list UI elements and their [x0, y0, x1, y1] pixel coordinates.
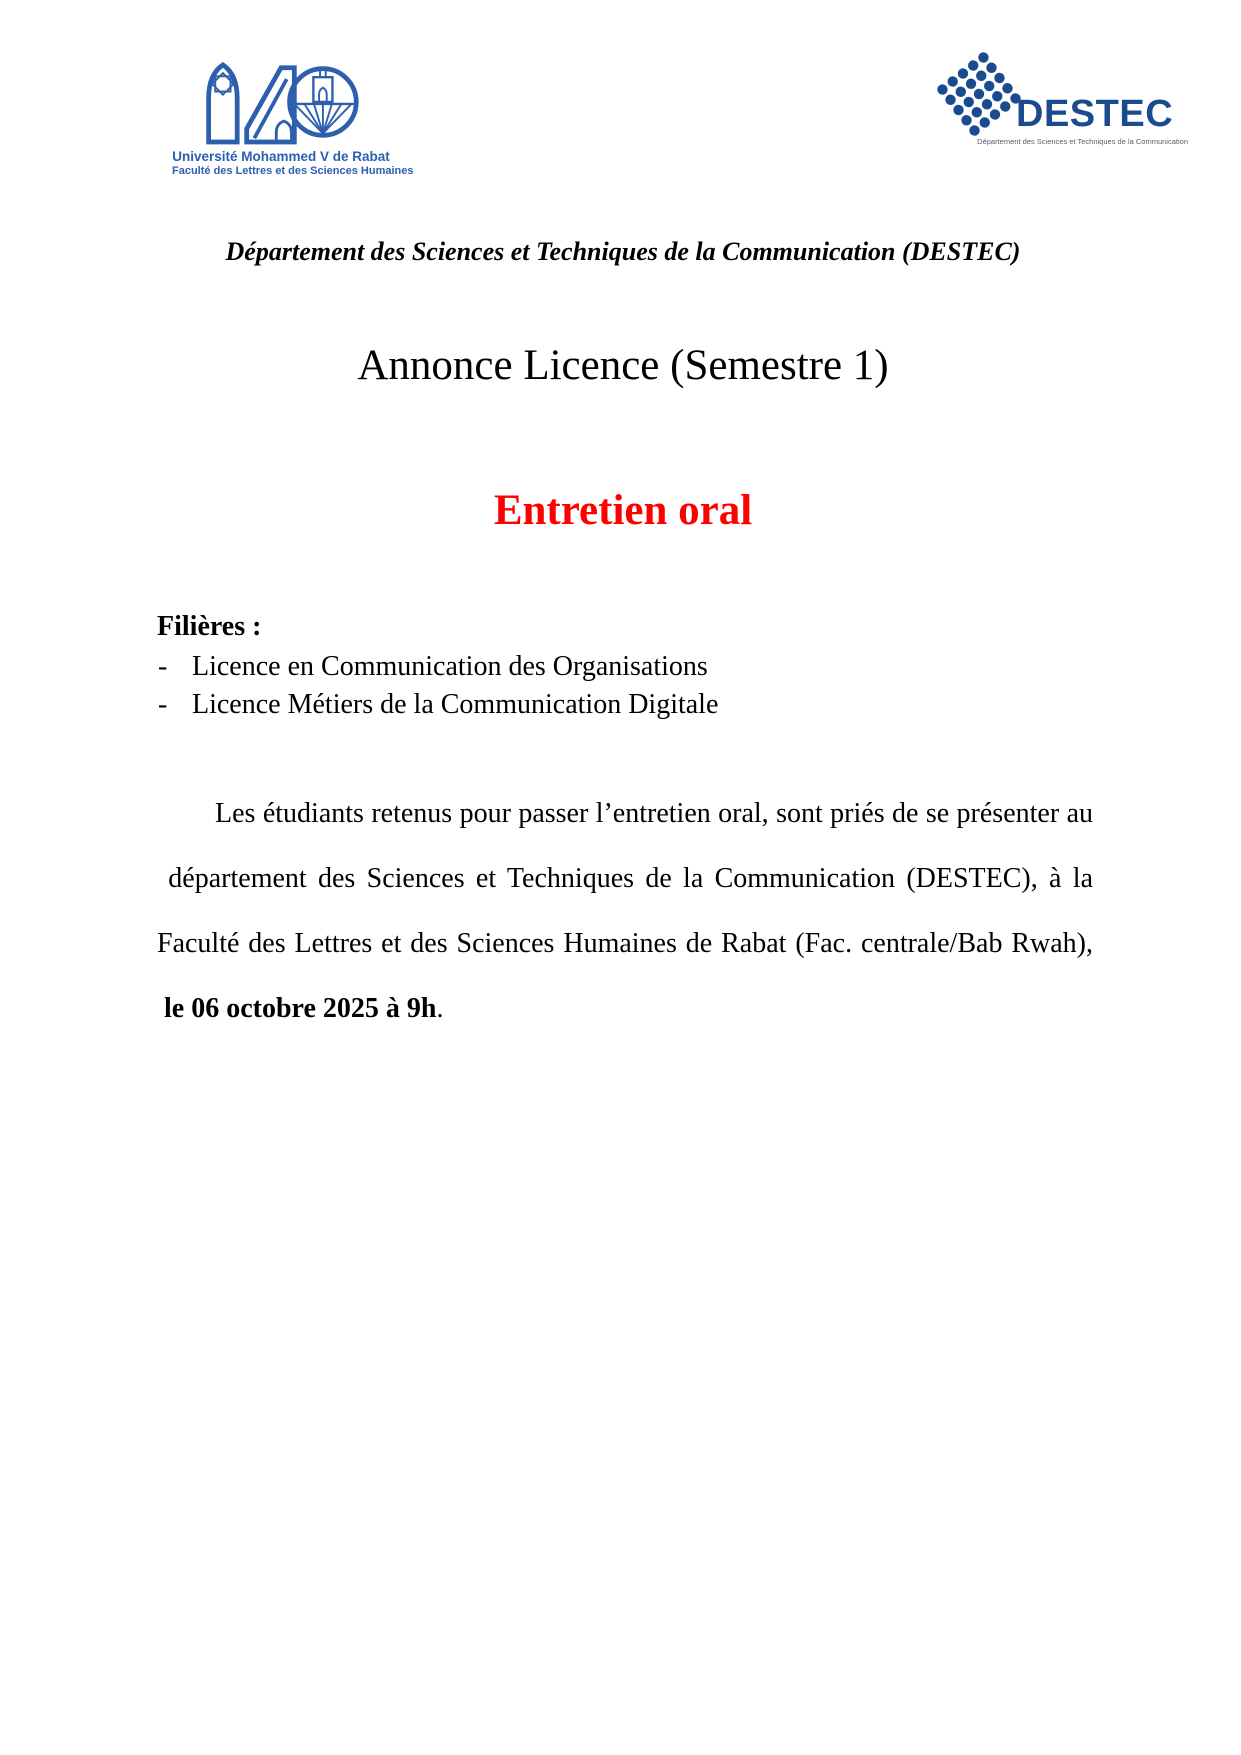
paragraph-text: Les étudiants retenus pour passer l’entretien oral, sont priés de se présenter au département des Sciences et Techniques de la Communication (DESTEC), à la Faculté des Lettres et des Sciences Humaines de Rabat (Fac. centrale/Bab Rwah),: [157, 798, 1093, 1024]
announcement-paragraph: [157, 781, 1093, 1041]
page-title: Annonce Licence (Semestre 1): [357, 342, 889, 389]
subtitle-entretien-oral: Entretien oral: [493, 487, 753, 534]
paragraph-bold-date: le 06 octobre 2025 à 9h: [164, 993, 437, 1024]
filieres-heading: Filières :: [157, 611, 262, 642]
list-item: [158, 686, 1090, 724]
university-logo: [172, 58, 414, 177]
destec-logo: [938, 52, 1190, 146]
destec-dots-icon: [938, 52, 1020, 136]
destec-acronym: DESTEC: [1016, 92, 1174, 135]
destec-tagline: Département des Sciences et Techniques de la Communication: [977, 137, 1188, 146]
list-item-label: Licence Métiers de la Communication Digitale: [192, 689, 719, 720]
document-header: Département des Sciences et Techniques de la Communication (DESTEC): [225, 237, 1021, 266]
bullet-dash: -: [158, 651, 168, 682]
list-item: [158, 648, 1090, 686]
university-emblem-icon: [201, 58, 361, 146]
bullet-dash: -: [158, 689, 168, 720]
filieres-list: [158, 648, 1090, 724]
university-name-text: Université Mohammed V de Rabat: [172, 149, 390, 164]
paragraph-period: .: [436, 993, 444, 1024]
list-item-label: Licence en Communication des Organisations: [192, 651, 708, 682]
faculty-name-text: Faculté des Lettres et des Sciences Humaines: [172, 165, 414, 177]
